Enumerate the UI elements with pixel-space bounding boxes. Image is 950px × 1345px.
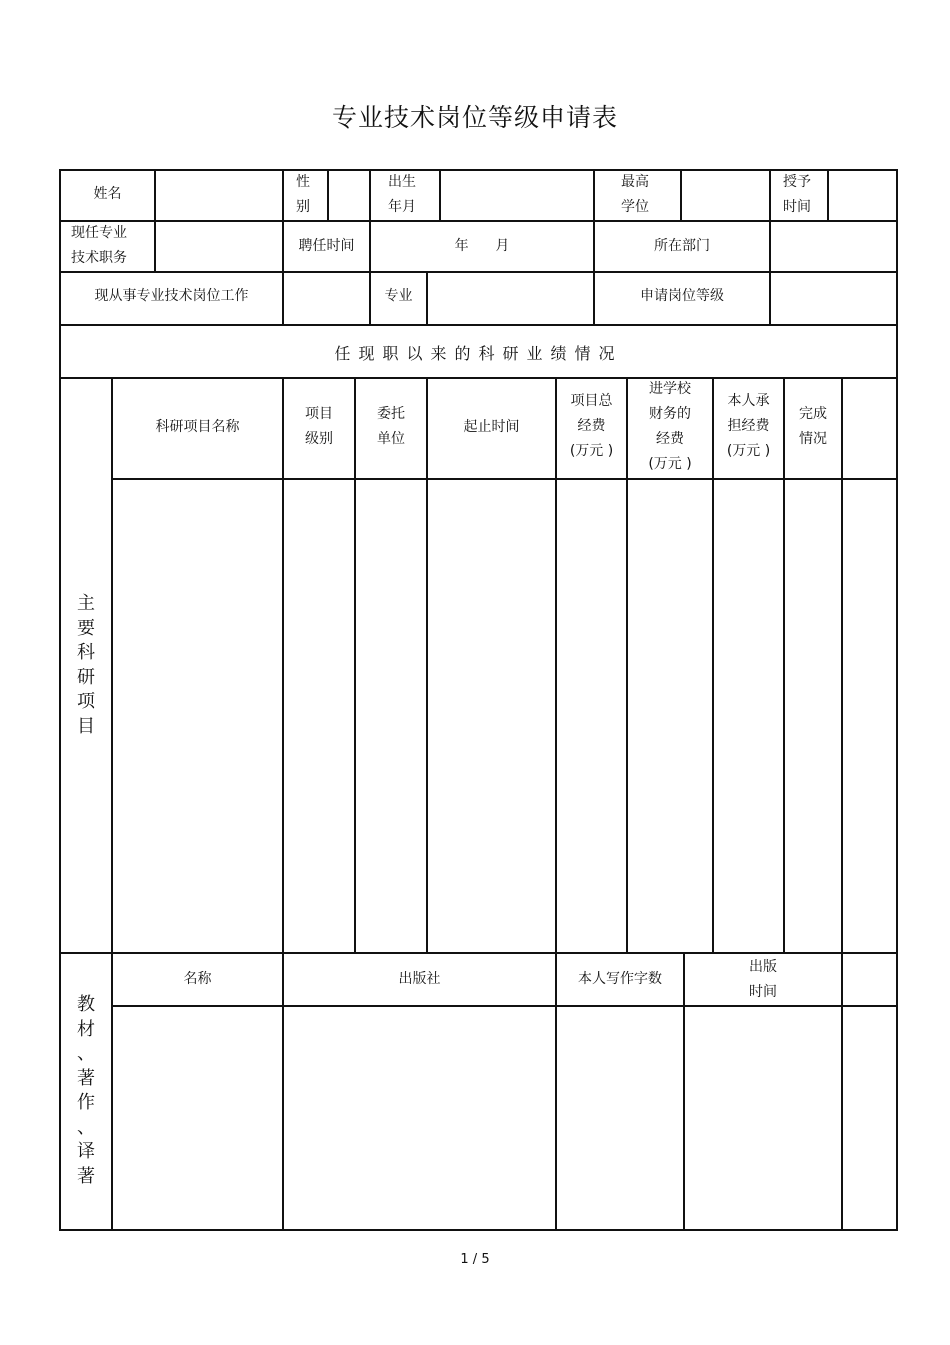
header-word-count: 本人写作字数: [578, 971, 662, 987]
section-title: 任现职以来的科研业绩情况: [334, 344, 623, 363]
header-entrust-unit: 委托 单位: [377, 406, 405, 447]
name-label: 姓名: [93, 186, 122, 202]
page-title: 专业技术岗位等级申请表: [331, 103, 618, 132]
header-total-funding: 项目总 经费 (万元 ): [569, 393, 614, 459]
gender-label: 性 别: [296, 174, 310, 215]
header-completion-status: 完成 情况: [799, 406, 827, 447]
department-label: 所在部门: [654, 238, 710, 254]
header-period: 起止时间: [463, 419, 520, 435]
major-label: 专业: [384, 288, 413, 304]
birth-label: 出生 年月: [388, 174, 416, 215]
research-side-label: 主 要 科 研 项 目: [77, 593, 95, 737]
header-publisher: 出版社: [398, 971, 441, 987]
current-work-label: 现从事专业技术岗位工作: [94, 288, 249, 304]
header-project-level: 项目 级别: [305, 406, 333, 447]
year-month-label: 年 月: [454, 238, 510, 254]
awarded-time-label: 授予 时间: [783, 174, 811, 215]
page-number: 1 / 5: [460, 1252, 490, 1267]
degree-label: 最高 学位: [621, 174, 649, 215]
header-book-name: 名称: [183, 971, 212, 987]
apply-level-label: 申请岗位等级: [640, 288, 724, 304]
table-border: [60, 170, 897, 1230]
header-school-funding: 进学校 财务的 经费 (万元 ): [648, 381, 692, 472]
position-label: 现任专业 技术职务: [71, 225, 127, 266]
header-publish-time: 出版 时间: [749, 959, 777, 1000]
books-side-label: 教 材 、 著 作 、 译 著: [77, 994, 95, 1187]
header-personal-funding: 本人承 担经费 (万元 ): [726, 393, 771, 459]
hired-time-label: 聘任时间: [298, 238, 355, 254]
header-project-name: 科研项目名称: [155, 419, 240, 435]
